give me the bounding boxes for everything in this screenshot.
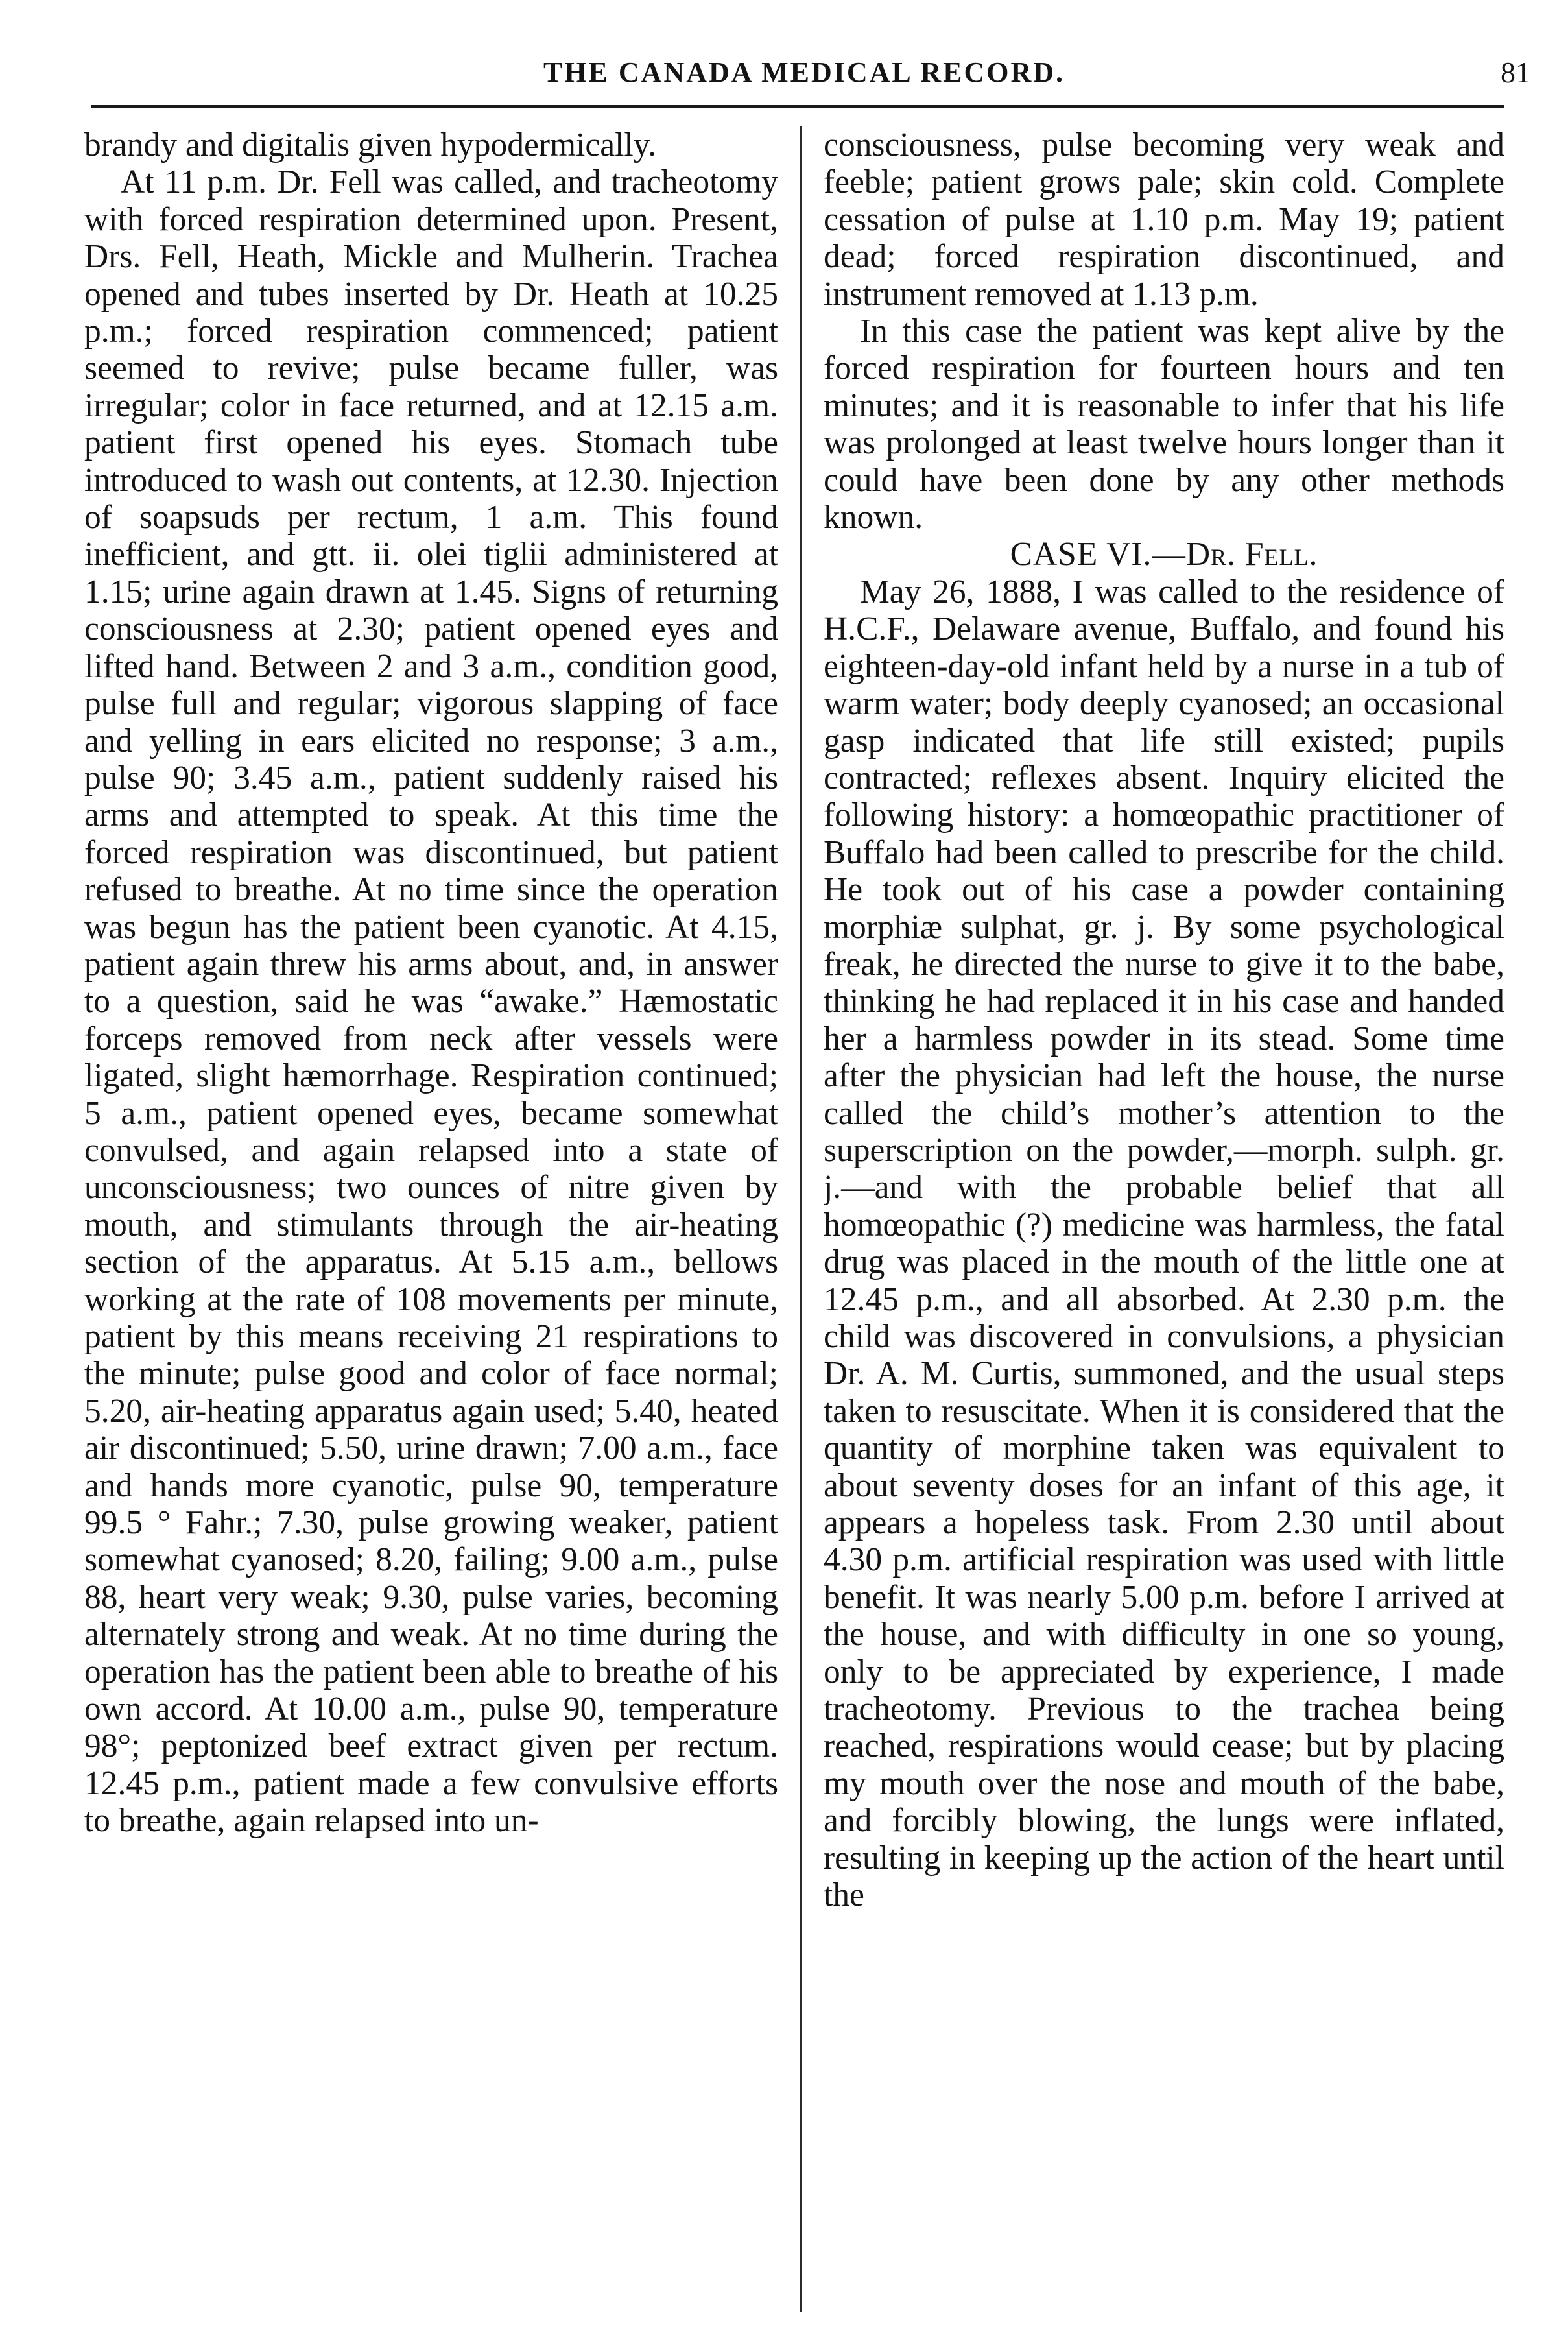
- paragraph-case-summary: In this case the patient was kept alive by the forced respiration for fourteen hours and ten minutes; and it is reasonable to infer that his life was prolonged at least twelve hours longer than it could have been done by any other methods known.: [824, 313, 1504, 536]
- right-column: [824, 126, 1504, 2312]
- running-header: [78, 47, 1530, 99]
- column-divider: [800, 126, 802, 2312]
- journal-title: THE CANADA MEDICAL RECORD.: [543, 56, 1065, 88]
- paragraph-continued-right: consciousness, pulse becoming very weak and feeble; patient grows pale; skin cold. Complete cessation of pulse at 1.10 p.m. May 19; patient dead; forced respiration discontinued, and instrument removed at 1.13 p.m.: [824, 126, 1504, 313]
- paragraph-tracheotomy-log: At 11 p.m. Dr. Fell was called, and tracheotomy with forced respiration determined upon. Present, Drs. Fell, Heath, Mickle and Mulherin. Trachea opened and tubes inserted by Dr. Heath at 10.25 p.m.; forced respiration commenced; patient seemed to revive; pulse became fuller, was irregular; color in face returned, and at 12.15 a.m. patient first opened his eyes. Stomach tube introduced to wash out contents, at 12.30. Injection of soapsuds per rectum, 1 a.m. This found inefficient, and gtt. ii. olei tiglii administered at 1.15; urine again drawn at 1.45. Signs of returning consciousness at 2.30; patient opened eyes and lifted hand. Between 2 and 3 a.m., condition good, pulse full and regular; vigorous slapping of face and yelling in ears elicited no response; 3 a.m., pulse 90; 3.45 a.m., patient suddenly raised his arms and attempted to speak. At this time the forced respiration was discontinued, but patient refused to breathe. At no time since the operation was begun has the patient been cyanotic. At 4.15, patient again threw his arms about, and, in answer to a question, said he was “awake.” Hæmostatic forceps removed from neck after vessels were ligated, slight hæmorrhage. Respiration continued; 5 a.m., patient opened eyes, became somewhat convulsed, and again relapsed into a state of unconsciousness; two ounces of nitre given by mouth, and stimulants through the air-heating section of the apparatus. At 5.15 a.m., bellows working at the rate of 108 movements per minute, patient by this means receiving 21 respirations to the minute; pulse good and color of face normal; 5.20, air-heating apparatus again used; 5.40, heated air discontinued; 5.50, urine drawn; 7.00 a.m., face and hands more cyanotic, pulse 90, temperature 99.5 ° Fahr.; 7.30, pulse growing weaker, patient somewhat cyanosed; 8.20, failing; 9.00 a.m., pulse 88, heart very weak; 9.30, pulse varies, becoming alternately strong and weak. At no time during the operation has the patient been able to breathe of his own accord. At 10.00 a.m., pulse 90, temperature 98°; peptonized beef extract given per rectum. 12.45 p.m., patient made a few convulsive efforts to breathe, again relapsed into un-: [84, 163, 778, 1840]
- page-number: 81: [1501, 56, 1530, 89]
- header-rule: [91, 105, 1504, 108]
- paragraph-case-six: May 26, 1888, I was called to the residence of H.C.F., Delaware avenue, Buffalo, and found his eighteen-day-old infant held by a nurse in a tub of warm water; body deeply cyanosed; an occasional gasp indicated that life still existed; pupils contracted; reflexes absent. Inquiry elicited the following history: a homœopathic practitioner of Buffalo had been called to prescribe for the child. He took out of his case a powder containing morphiæ sulphat, gr. j. By some psychological freak, he directed the nurse to give it to the babe, thinking he had replaced it in his case and handed her a harmless powder in its stead. Some time after the physician had left the house, the nurse called the child’s mother’s attention to the superscription on the powder,—morph. sulph. gr. j.—and with the probable belief that all homœopathic (?) medicine was harmless, the fatal drug was placed in the mouth of the little one at 12.45 p.m., and all absorbed. At 2.30 p.m. the child was discovered in convulsions, a physician Dr. A. M. Curtis, summoned, and the usual steps taken to resuscitate. When it is considered that the quantity of morphine taken was equivalent to about seventy doses for an infant of this age, it appears a hopeless task. From 2.30 until about 4.30 p.m. artificial respiration was used with little benefit. It was nearly 5.00 p.m. before I arrived at the house, and with difficulty in one so young, only to be appreciated by experience, I made tracheotomy. Previous to the trachea being reached, respirations would cease; but by placing my mouth over the nose and mouth of the babe, and forcibly blowing, the lungs were inflated, resulting in keeping up the action of the heart until the: [824, 573, 1504, 1914]
- case-heading: CASE VI.—Dr. Fell.: [1010, 536, 1318, 573]
- left-column: [84, 126, 778, 2312]
- paragraph-continued: brandy and digitalis given hypodermically.: [84, 126, 656, 163]
